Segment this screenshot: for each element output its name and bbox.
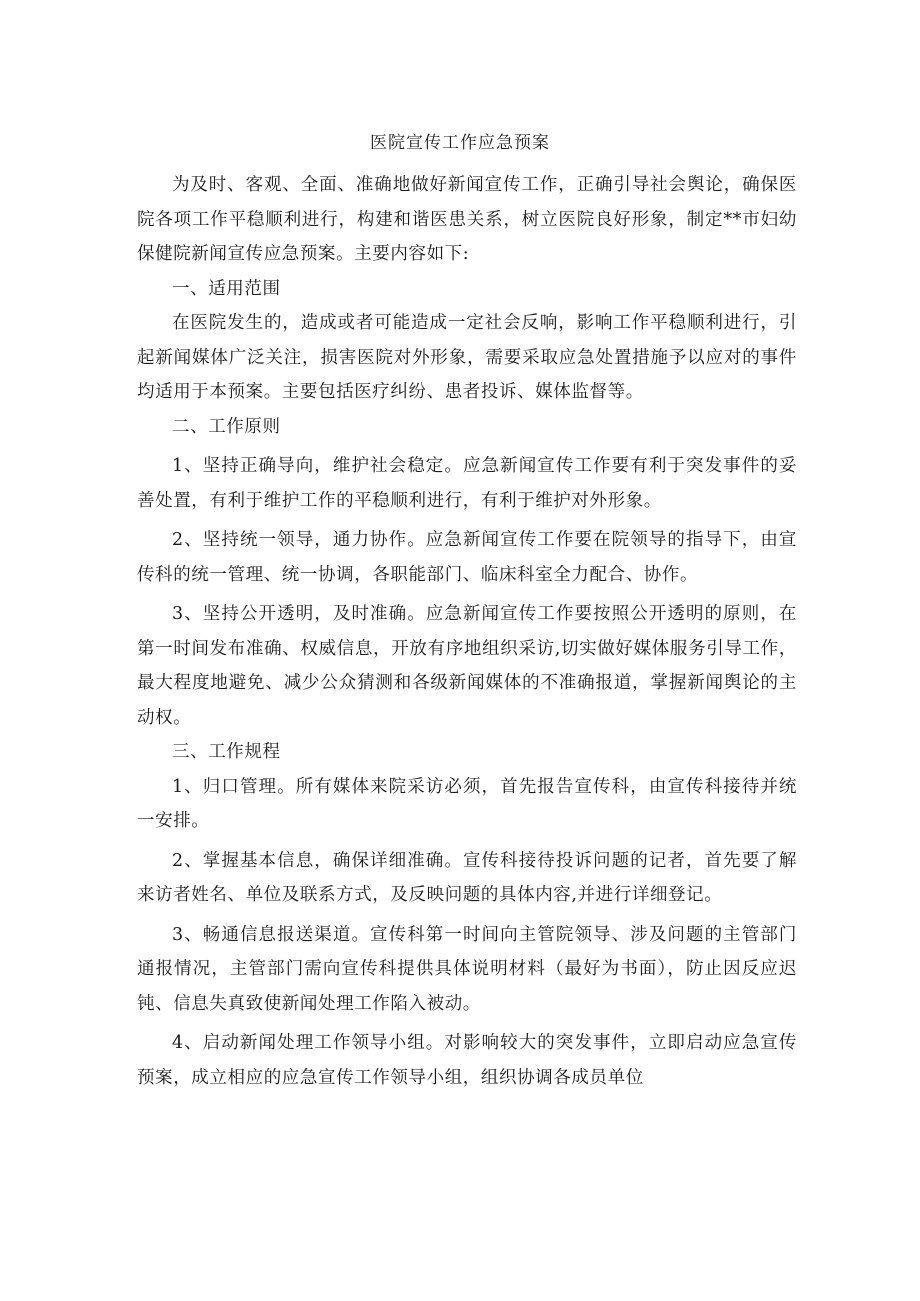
procedure-paragraph-1: 1、归口管理。所有媒体来院采访必须，首先报告宣传科，由宣传科接待并统一安排。 xyxy=(137,776,797,831)
procedure-paragraph-3: 3、畅通信息报送渠道。宣传科第一时间向主管院领导、涉及问题的主管部门通报情况，主管部门需向宣传科提供具体说明材料（最好为书面），防止因反应迟钝、信息失真致使新闻处理工作陷入被动。 xyxy=(137,924,797,1014)
document-body xyxy=(137,168,797,1095)
section-heading-scope: 一、适用范围 xyxy=(172,278,281,299)
section-heading-procedures: 三、工作规程 xyxy=(172,742,281,762)
section-heading-principles: 二、工作原则 xyxy=(172,416,281,437)
procedure-paragraph-2: 2、掌握基本信息，确保详细准确。宣传科接待投诉问题的记者，首先要了解来访者姓名、单位及联系方式，及反映问题的具体内容,并进行详细登记。 xyxy=(137,850,797,905)
principle-paragraph-3: 3、坚持公开透明，及时准确。应急新闻宣传工作要按照公开透明的原则，在第一时间发布准确、权威信息，开放有序地组织采访,切实做好媒体服务引导工作，最大程度地避免、减少公众猜测和各级新闻媒体的不准确报道，掌握新闻舆论的主动权。 xyxy=(137,604,797,728)
scope-paragraph: 在医院发生的，造成或者可能造成一定社会反响，影响工作平稳顺利进行，引起新闻媒体广泛关注，损害医院对外形象，需要采取应急处置措施予以应对的事件均适用于本预案。主要包括医疗纠纷、患者投诉、媒体监督等。 xyxy=(137,313,797,402)
document-title: 医院宣传工作应急预案 xyxy=(370,133,550,153)
procedure-paragraph-4: 4、启动新闻处理工作领导小组。对影响较大的突发事件，立即启动应急宣传预案，成立相应的应急宣传工作领导小组，组织协调各成员单位 xyxy=(137,1033,797,1088)
intro-paragraph: 为及时、客观、全面、准确地做好新闻宣传工作，正确引导社会舆论，确保医院各项工作平稳顺利进行，构建和谐医患关系，树立医院良好形象，制定**市妇幼保健院新闻宣传应急预案。主要内容如下: xyxy=(137,175,797,264)
principle-paragraph-2: 2、坚持统一领导，通力协作。应急新闻宣传工作要在院领导的指导下，由宣传科的统一管理、统一协调，各职能部门、临床科室全力配合、协作。 xyxy=(137,530,797,585)
principle-paragraph-1: 1、坚持正确导向，维护社会稳定。应急新闻宣传工作要有利于突发事件的妥善处置，有利于维护工作的平稳顺利进行，有利于维护对外形象。 xyxy=(137,456,797,511)
